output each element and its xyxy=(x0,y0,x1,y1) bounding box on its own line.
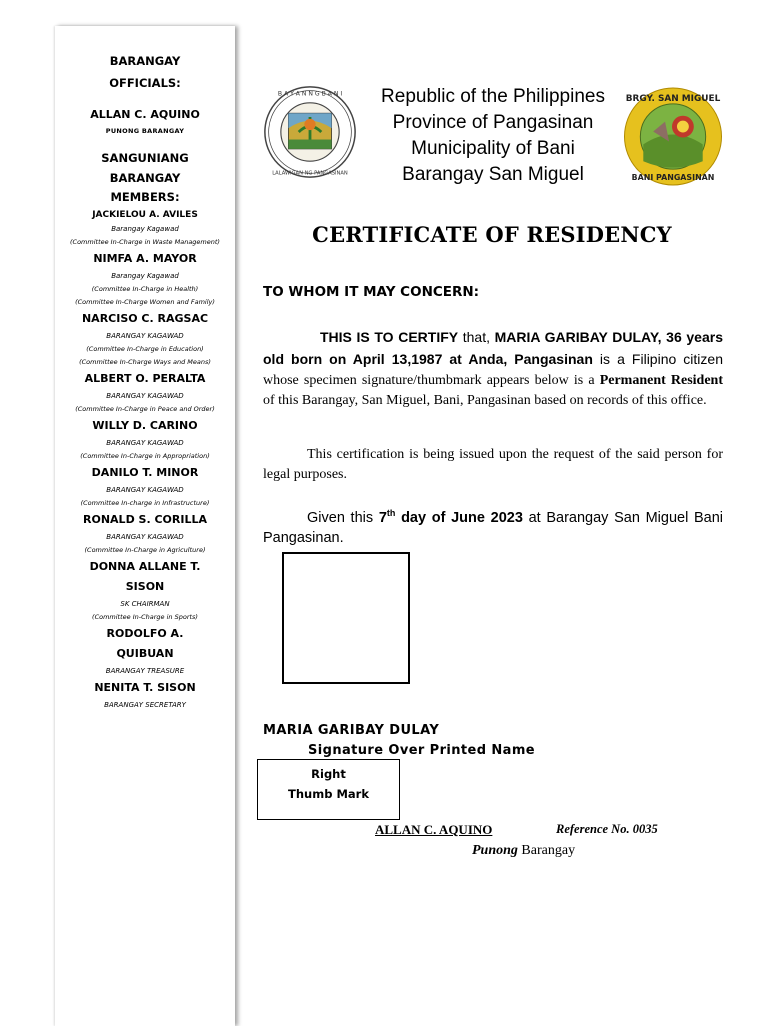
member-role: SK CHAIRMAN xyxy=(120,599,170,608)
svg-text:LALAWIGAN NG PANGASINAN: LALAWIGAN NG PANGASINAN xyxy=(272,170,348,177)
certify-phrase: THIS IS TO CERTIFY xyxy=(320,329,459,345)
member-role: BARANGAY KAGAWAD xyxy=(106,438,184,447)
member-name: QUIBUAN xyxy=(116,646,174,660)
letterhead-line-province: Province of Pangasinan xyxy=(392,112,594,133)
members-heading-line2: BARANGAY xyxy=(109,170,181,185)
signature-label: Signature Over Printed Name xyxy=(308,743,535,758)
member-name: NIMFA A. MAYOR xyxy=(93,251,197,265)
thumb-mark-label-line2: Thumb Mark xyxy=(288,787,369,801)
member-committee: (Committee In-Charge in Appropriation) xyxy=(80,451,210,460)
member-committee: (Committee In-Charge in Health) xyxy=(91,284,199,293)
captain-name: ALLAN C. AQUINO xyxy=(90,108,200,121)
permanent-resident-phrase: Permanent Resident xyxy=(599,373,723,388)
thumb-mark-label-line1: Right xyxy=(311,767,346,781)
sidebar-heading-line2: OFFICIALS: xyxy=(109,76,181,90)
official-title xyxy=(472,843,575,859)
member-name: NARCISO C. RAGSAC xyxy=(81,311,209,325)
resident-name-age: MARIA GARIBAY DULAY, 36 years old born on April 13,1987 at Anda, Pangasinan xyxy=(263,329,723,367)
member-committee: (Committee In-charge in Infrastructure) xyxy=(80,498,210,507)
certification-paragraph xyxy=(263,327,723,411)
official-title-italic: Punong xyxy=(472,843,518,858)
member-name: DANILO T. MINOR xyxy=(91,465,199,479)
given-prefix: Given this xyxy=(307,509,379,526)
member-name: RONALD S. CORILLA xyxy=(83,512,207,526)
given-date: day of June 2023 xyxy=(395,509,523,526)
member-role: BARANGAY TREASURE xyxy=(105,666,185,675)
photo-box xyxy=(282,552,410,684)
svg-text:B A Y A N N G B A N I: B A Y A N N G B A N I xyxy=(277,90,343,98)
officials-sidebar xyxy=(55,26,235,1026)
member-committee: (Committee In-Charge in Peace and Order) xyxy=(75,404,215,413)
member-name: NENITA T. SISON xyxy=(94,680,196,694)
members-heading xyxy=(55,149,235,208)
filipino-citizen: is a Filipino citizen xyxy=(592,351,723,367)
specimen-text: whose specimen signature/thumbmark appears below is a xyxy=(263,373,600,388)
letterhead-line-barangay: Barangay San Miguel xyxy=(402,164,584,185)
member-role: BARANGAY KAGAWAD xyxy=(106,485,184,494)
member-name: ALBERT O. PERALTA xyxy=(84,371,206,385)
member-role: Barangay Kagawad xyxy=(111,271,179,280)
member-committee: (Committee In-Charge in Agriculture) xyxy=(84,545,206,554)
official-name: ALLAN C. AQUINO xyxy=(375,822,493,837)
municipal-seal-logo xyxy=(263,85,357,179)
member-name: DONNA ALLANE T. xyxy=(89,559,201,573)
purpose-text: This certification is being issued upon the request of the said person for legal purposes. xyxy=(263,447,723,482)
svg-text:BANI PANGASINAN: BANI PANGASINAN xyxy=(631,173,715,183)
records-text: of this Barangay, San Miguel, Bani, Pangasinan based on records of this office. xyxy=(263,393,707,408)
member-name: JACKIELOU A. AVILES xyxy=(92,209,198,220)
member-committee: (Committee In-Charge Ways and Means) xyxy=(79,357,211,366)
svg-text:BRGY. SAN MIGUEL: BRGY. SAN MIGUEL xyxy=(625,93,721,104)
member-name: RODOLFO A. xyxy=(106,626,184,640)
certify-that: that, xyxy=(458,329,495,345)
member-role: BARANGAY KAGAWAD xyxy=(106,532,184,541)
barangay-seal-logo xyxy=(622,87,724,186)
member-committee: (Committee In-Charge in Waste Management) xyxy=(70,237,220,246)
member-role: Barangay Kagawad xyxy=(111,224,179,233)
purpose-paragraph xyxy=(263,445,723,485)
member-committee: (Committee In-Charge in Education) xyxy=(86,344,204,353)
sidebar-heading xyxy=(55,50,235,94)
member-name: SISON xyxy=(125,579,165,593)
letterhead-line-republic: Republic of the Philippines xyxy=(381,86,605,107)
member-committee: (Committee In-Charge in Sports) xyxy=(92,612,198,621)
salutation: TO WHOM IT MAY CONCERN: xyxy=(263,284,480,300)
given-day: 7 xyxy=(378,509,387,526)
members-heading-line3: MEMBERS: xyxy=(110,190,180,204)
official-title-rest: Barangay xyxy=(517,843,576,858)
member-name: WILLY D. CARINO xyxy=(92,418,198,432)
member-role: BARANGAY SECRETARY xyxy=(104,700,186,709)
given-day-suffix: th xyxy=(386,508,396,518)
captain-title: PUNONG BARANGAY xyxy=(105,127,185,135)
member-role: BARANGAY KAGAWAD xyxy=(106,391,184,400)
member-role: BARANGAY KAGAWAD xyxy=(106,331,184,340)
given-paragraph xyxy=(263,503,723,548)
letterhead-line-municipality: Municipality of Bani xyxy=(411,138,575,159)
sidebar-heading-line1: BARANGAY xyxy=(109,54,181,68)
certificate-title: CERTIFICATE OF RESIDENCY xyxy=(312,222,672,247)
members-heading-line1: SANGUNIANG xyxy=(101,151,189,165)
letterhead xyxy=(362,84,624,188)
signatory-name: MARIA GARIBAY DULAY xyxy=(263,723,440,738)
given-place: at Barangay San Miguel Bani Pangasinan. xyxy=(263,509,723,546)
reference-number: Reference No. 0035 xyxy=(556,822,658,836)
member-committee: (Committee In-Charge Women and Family) xyxy=(75,297,215,306)
thumb-mark-box xyxy=(257,759,400,820)
